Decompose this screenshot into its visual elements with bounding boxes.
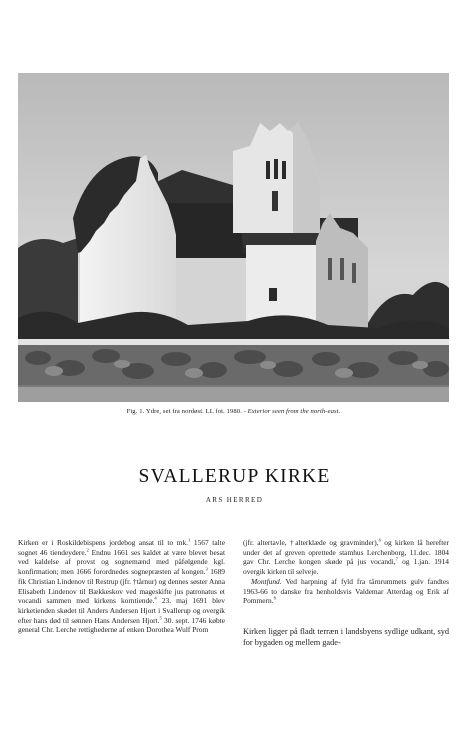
- footnote-ref: 7: [395, 556, 398, 562]
- footnote-ref: 3: [205, 566, 208, 572]
- footnote-ref: 5: [159, 615, 162, 621]
- history-paragraph: [18, 538, 225, 635]
- footnote-ref: 4: [154, 595, 157, 601]
- text-run: Kirken er i Roskildebispens jordebog ansat til to mk.: [18, 538, 189, 547]
- italic-text: Montfund.: [251, 576, 282, 586]
- footnote-ref: 2: [86, 547, 89, 553]
- text-run: Ved harpning af fyld fra tårnrummets gulv fandtes 1963-66 to danske fra henholdsvis Valdemar Atterdag og Erik af Pommern.: [243, 576, 449, 606]
- text-run: (jfr. altertavle, †alterklæde og gravminder),: [243, 538, 379, 547]
- footnote-ref: 1: [188, 537, 191, 543]
- coin-finds-paragraph: [243, 577, 449, 606]
- page-title: SVALLERUP KIRKE: [138, 466, 331, 487]
- caption-main: Fig. 1. Ydre, set fra nordøst. LL fot. 1980. -: [126, 408, 248, 415]
- church-exterior-image: [18, 73, 449, 402]
- text-run: 1689 fik Christian Lindenov til Restrup (jfr. †tårnur) og dennes søster Anna Elisabeth Lindenov til Bækkeskov ved mageskifte jus patronatus et vocandi sammen med kirkens korntiende.: [18, 567, 225, 606]
- figure-caption: [18, 408, 449, 415]
- text-run: 1567 talte sognet 46 tiendeydere.: [18, 538, 225, 557]
- text-run: og kirken lå herefter under det af greven oprettede stamhus Lerchenborg, 11.dec. 1804 gav Chr. Lerche kongen skøde på jus vocandi,: [243, 538, 449, 567]
- right-column: [243, 538, 449, 649]
- church-photograph: [18, 73, 449, 402]
- location-paragraph: Kirken ligger på fladt terræn i landsbyens sydlige udkant, syd for bygaden og mellem gade-: [243, 626, 449, 648]
- history-paragraph-continued: [243, 538, 449, 577]
- caption-english: Exterior seen from the north-east.: [247, 408, 341, 415]
- text-run: 23. maj 1691 blev kirketienden skødet til Anders Andersen Hjort i Svallerup og overgik efter hans død til sønnen Hans Andersen Hjort.: [18, 596, 225, 625]
- left-column: [18, 538, 225, 635]
- footnote-ref: 8: [273, 595, 276, 601]
- footnote-ref: 6: [378, 537, 381, 543]
- text-run: Endnu 1661 ses kaldet at være blevet besat ved kaldelse af provst og sognemænd med påfølgende kgl. konfirmation; men 1666 forordnedes sognepræsten af kongen.: [18, 547, 225, 577]
- text-run: og 1.jan. 1914 overgik kirken til selveje.: [243, 557, 449, 577]
- page-subtitle: ARS HERRED: [205, 496, 264, 504]
- text-run: 30. sept. 1746 købte general Chr. Lerche rettighederne af enken Dorothea Wulf Prom: [18, 615, 225, 635]
